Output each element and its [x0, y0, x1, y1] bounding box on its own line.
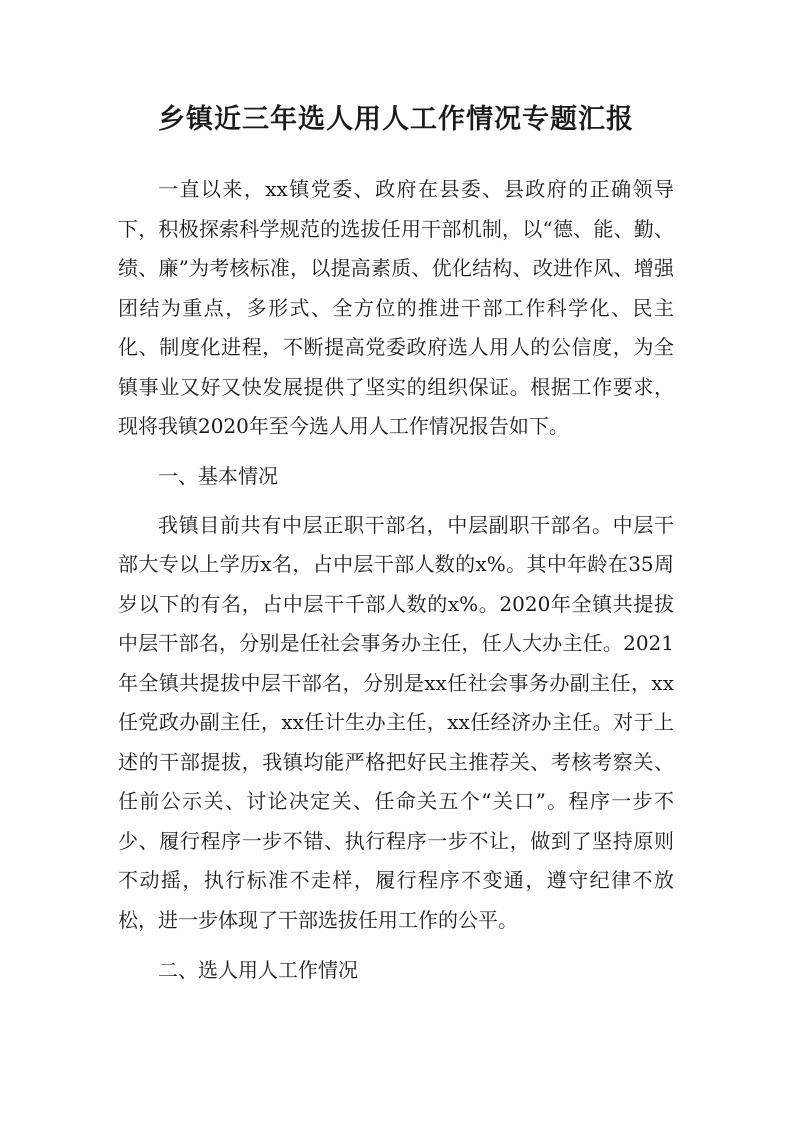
- section-heading-selection: 二、选人用人工作情况: [158, 958, 358, 982]
- document-title: 乡镇近三年选人用人工作情况专题汇报: [158, 104, 634, 135]
- section-heading-basic: 一、基本情况: [158, 463, 278, 488]
- basic-info-paragraph: 我镇目前共有中层正职干部名，中层副职干部名。中层干部大专以上学历x名，占中层干部人数的x%。其中年龄在35周岁以下的有名，占中层干千部人数的x%。2020年全镇共提拔中层干部名，分别是任社会事务办主任，任人大办主任。2021年全镇共提拔中层干部名，分别是xx任社会事务办副主任，xx任党政办副主任，xx任计生办主任，xx任经济办主任。对于上述的干部提拔，我镇均能严格把好民主推荐关、考核考察关、任前公示关、讨论决定关、任命关五个“关口”。程序一步不少、履行程序一步不错、执行程序一步不让，做到了坚持原则不动摇，执行标准不走样，履行程序不变通，遵守纪律不放松，进一步体现了干部选拔任用工作的公平。: [118, 512, 674, 932]
- document-page: [118, 100, 674, 990]
- intro-paragraph: 一直以来，xx镇党委、政府在县委、县政府的正确领导下，积极探索科学规范的选拔任用干部机制，以“德、能、勤、绩、廉”为考核标准，以提高素质、优化结构、改进作风、增强团结为重点，多形式、全方位的推进干部工作科学化、民主化、制度化进程，不断提高党委政府选人用人的公信度，为全镇事业又好又快发展提供了坚实的组织保证。根据工作要求，现将我镇2020年至今选人用人工作情况报告如下。: [118, 177, 674, 438]
